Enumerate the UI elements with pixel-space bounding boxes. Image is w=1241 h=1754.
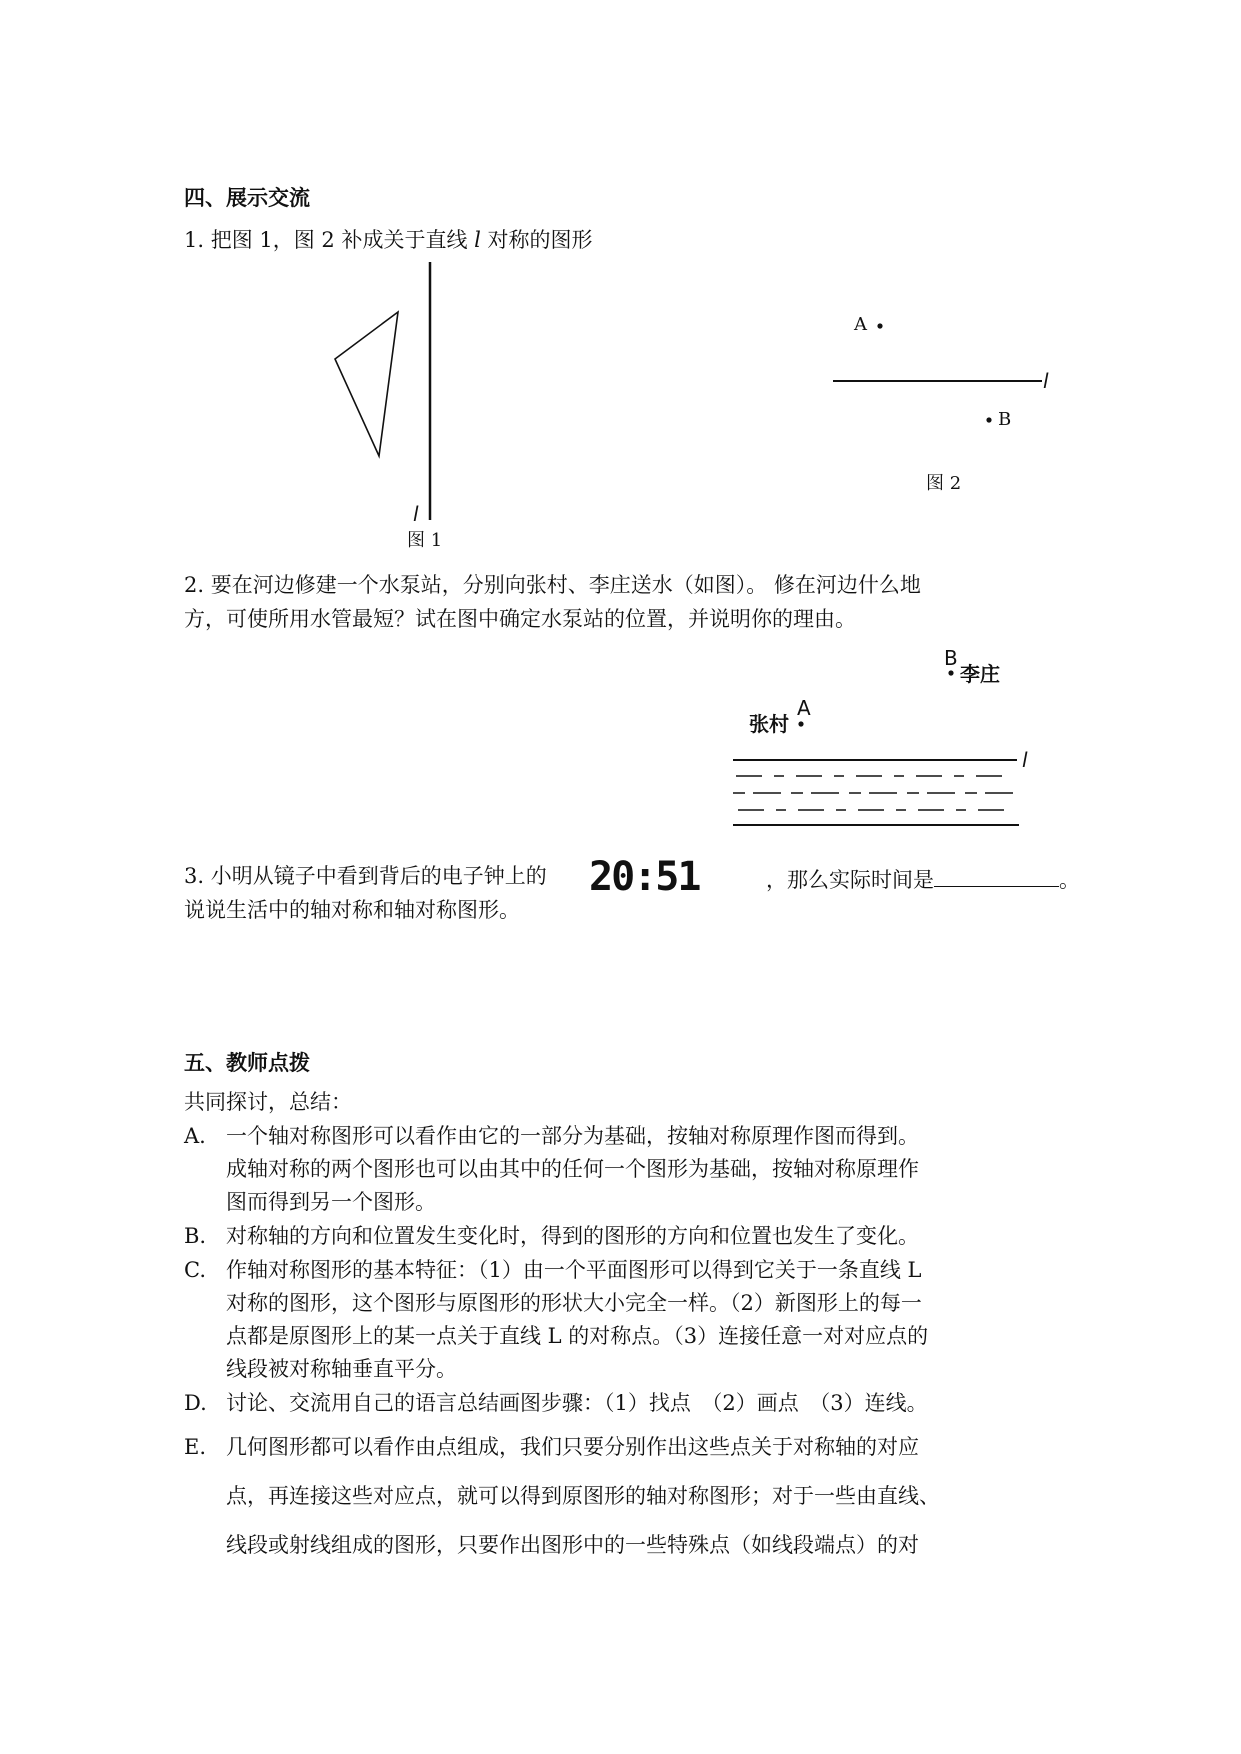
q3-line-2: 说说生活中的轴对称和轴对称图形。 [184, 898, 520, 922]
q3-end: 。 [1059, 868, 1080, 892]
fig2-caption: 图 2 [926, 473, 962, 494]
q3-text-after: ，那么实际时间是 [766, 868, 934, 892]
fig1-line-label: l [413, 502, 419, 526]
fig2-point-b-label: B [998, 409, 1012, 430]
fig2-line-label: l [1043, 369, 1049, 393]
section5-title: 五、教师点拨 [184, 1051, 310, 1075]
fig3-village-b: 李庄 [960, 662, 1000, 686]
fig3-village-a: 张村 [749, 712, 789, 736]
item-c-line-2: 对称的图形，这个图形与原图形的形状大小完全一样。（2）新图形上的每一 [226, 1291, 922, 1315]
item-c-line-3: 点都是原图形上的某一点关于直线 L 的对称点。（3）连接任意一对对应点的 [226, 1324, 929, 1348]
q1-text-before: 1. 把图 1，图 2 补成关于直线 [184, 228, 475, 252]
q2-line-1: 2. 要在河边修建一个水泵站，分别向张村、李庄送水（如图）。 修在河边什么地 [184, 573, 921, 597]
section4-title: 四、展示交流 [184, 186, 310, 210]
item-d-letter: D. [184, 1391, 207, 1415]
q1-text-after: 对称的图形 [480, 228, 593, 252]
item-e-line-1: 几何图形都可以看作由点组成，我们只要分别作出这些点关于对称轴的对应 [226, 1435, 919, 1459]
q3-text-before: 3. 小明从镜子中看到背后的电子钟上的 [184, 864, 547, 888]
q2-line-2: 方，可使所用水管最短？试在图中确定水泵站的位置，并说明你的理由。 [184, 607, 856, 631]
fig2-point-a-label: A [854, 314, 867, 335]
q1-var-l: l [474, 228, 481, 252]
item-b-letter: B. [184, 1224, 207, 1248]
item-c-line-4: 线段被对称轴垂直平分。 [226, 1357, 457, 1381]
item-a-line-3: 图而得到另一个图形。 [226, 1190, 436, 1214]
fig3-point-b-dot [948, 670, 953, 675]
item-c-line-1: 作轴对称图形的基本特征：（1）由一个平面图形可以得到它关于一条直线 L [226, 1258, 922, 1282]
item-a-letter: A. [184, 1124, 206, 1148]
fig1-caption: 图 1 [407, 530, 443, 551]
item-e-letter: E. [184, 1435, 207, 1459]
item-d-line-1: 讨论、交流用自己的语言总结画图步骤：（1）找点 （2）画点 （3）连线。 [226, 1391, 928, 1415]
fig3-point-a-dot [798, 721, 803, 726]
fig3-point-a-label: A [797, 696, 811, 720]
item-c-letter: C. [184, 1258, 206, 1282]
q3-answer-blank[interactable] [934, 866, 1059, 887]
item-a-line-2: 成轴对称的两个图形也可以由其中的任何一个图形为基础，按轴对称原理作 [226, 1157, 919, 1181]
fig3-line-label: l [1022, 748, 1028, 772]
item-e-line-3: 线段或射线组成的图形，只要作出图形中的一些特殊点（如线段端点）的对 [226, 1533, 919, 1557]
item-b-line-1: 对称轴的方向和位置发生变化时，得到的图形的方向和位置也发生了变化。 [226, 1224, 919, 1248]
q3-answer-row [766, 866, 1080, 891]
item-e-line-2: 点，再连接这些对应点，就可以得到原图形的轴对称图形；对于一些由直线、 [226, 1484, 940, 1508]
item-a-line-1: 一个轴对称图形可以看作由它的一部分为基础，按轴对称原理作图而得到。 [226, 1124, 919, 1148]
section5-intro: 共同探讨，总结： [184, 1090, 352, 1114]
mirrored-clock-image: 20:51 [589, 854, 700, 900]
fig3-point-b-label: B [944, 646, 958, 670]
